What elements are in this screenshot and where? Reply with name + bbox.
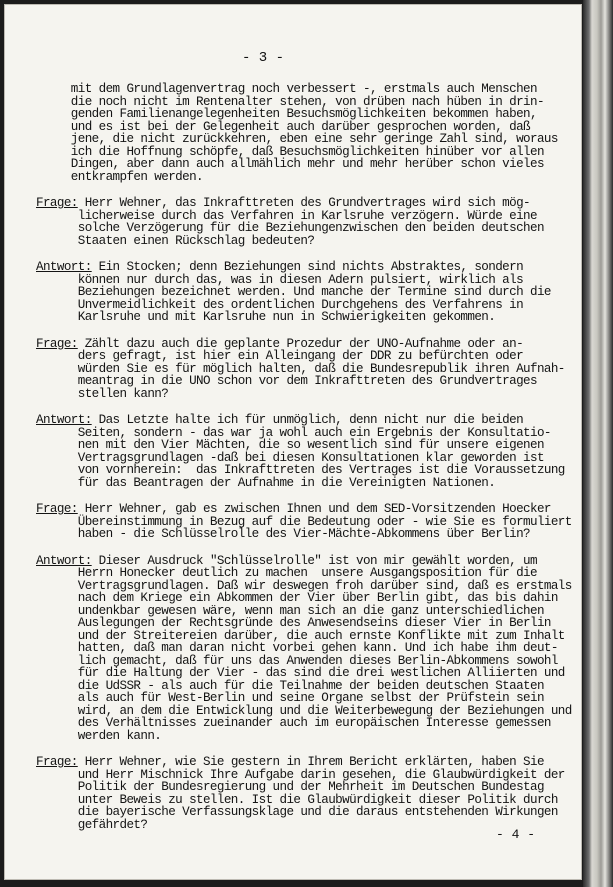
text-line	[36, 311, 566, 324]
line-text: Zählt dazu auch die geplante Prozedur der UNO-Aufnahme oder an-	[77, 336, 524, 351]
line-text: für die Haltung der Vier - das sind die drei westlichen Alliierten und	[36, 666, 565, 680]
line-text: die noch nicht im Rentenalter stehen, von drüben nach hüben in drin-	[36, 94, 544, 109]
page-number: - 3 -	[242, 50, 285, 66]
speaker-label: Frage:	[36, 755, 78, 769]
speaker-label: Frage:	[36, 502, 78, 516]
text-block	[36, 414, 566, 489]
line-text: nen mit den Vier Mächten, die so wesentlich sind für unsere eigenen	[36, 438, 544, 452]
line-text: mit dem Grundlagenvertrag noch verbessert -, erstmals auch Menschen	[36, 82, 537, 96]
text-line	[36, 819, 566, 832]
document-body	[36, 82, 572, 845]
text-block	[36, 502, 572, 541]
speaker-label: Frage:	[36, 336, 78, 351]
line-text: entkrampfen werden.	[36, 169, 203, 184]
line-text: unter Beweis zu stellen. Ist die Glaubwürdigkeit dieser Politik durch	[36, 792, 558, 807]
line-text: licherweise durch das Verfahren in Karlsruhe verzögern. Würde eine	[36, 208, 537, 223]
line-text: von vornherein: das Inkrafttreten des Vertrages ist die Voraussetzung	[36, 463, 565, 477]
text-block	[36, 197, 566, 247]
line-text: Dingen, aber dann auch allmählich mehr und mehr herüber schon vieles	[36, 157, 544, 171]
line-text: werden kann.	[36, 728, 162, 743]
line-text: Herr Wehner, das Inkrafttreten des Grundvertrages wird sich mög-	[77, 196, 530, 210]
text-block	[36, 338, 566, 401]
line-text: und es ist bei der Gelegenheit auch darüber gesprochen worden, daß	[36, 119, 530, 134]
text-block	[36, 83, 566, 183]
line-text: Das Letzte halte ich für unmöglich, denn nicht nur die beiden	[91, 413, 524, 427]
line-text: genden Familienangelegenheiten Besuchsmöglichkeiten bekommen haben,	[36, 107, 537, 121]
line-text: Herrn Honecker deutlich zu machen unsere Ausgangsposition für die	[36, 566, 537, 580]
line-text: Beziehungen bezeichnet werden. Und manche der Termine sind durch die	[36, 285, 551, 299]
document-page	[4, 4, 582, 880]
line-text: Unvermeidlichkeit des ordentlichen Durchgehens des Verfahrens in	[36, 297, 524, 312]
line-text: für das Beantragen der Aufnahme in die Vereinigten Nationen.	[36, 475, 496, 490]
speaker-label: Antwort:	[36, 260, 92, 274]
text-line	[36, 171, 566, 184]
line-text: Ein Stocken; denn Beziehungen sind nichts Abstraktes, sondern	[91, 260, 524, 274]
line-text: Politik der Bundesregierung und der Mehrheit im Deutschen Bundestag	[36, 780, 544, 794]
line-text: und Herr Mischnick Ihre Aufgabe darin gesehen, die Glaubwürdigkeit der	[36, 767, 565, 782]
line-text: würden Sie es für möglich halten, daß die Bundesrepublik ihren Aufnah-	[36, 361, 565, 376]
line-text: wird, an dem die Entwicklung und die Weiterbewegung der Beziehungen und	[36, 703, 572, 718]
line-text: die bayerische Verfassungsklage und die daraus entstehenden Wirkungen	[36, 805, 558, 819]
speaker-label: Frage:	[36, 196, 78, 210]
speaker-label: Antwort:	[36, 553, 92, 568]
line-text: Dieser Ausdruck "Schlüsselrolle" ist von mir gewählt worden, um	[91, 553, 537, 568]
next-page-marker: - 4 -	[496, 827, 536, 842]
text-line	[36, 528, 566, 541]
text-line	[36, 477, 566, 490]
line-text: gefährdet?	[36, 817, 148, 832]
line-text: Vertragsgrundlagen -daß bei diesen Konsultationen klar geworden ist	[36, 450, 544, 465]
line-text: Karlsruhe und mit Karlsruhe nun in Schwierigkeiten gekommen.	[36, 310, 496, 324]
line-text: ders gefragt, ist hier ein Alleingang der DDR zu befürchten oder	[36, 349, 524, 363]
line-text: Übereinstimmung in Bezug auf die Bedeutung oder - wie Sie es formuliert	[36, 514, 572, 529]
text-line	[36, 235, 566, 248]
line-text: solche Verzögerung für die Beziehungenzwischen den beiden deutschen	[36, 221, 544, 235]
line-text: des Verhältnisses zueinander auch im europäischen Interesse gemessen	[36, 716, 551, 730]
line-text: Seiten, sondern - das war ja wohl auch ein Ergebnis der Konsultatio-	[36, 425, 551, 440]
line-text: können nur durch das, was in diesen Adern pulsiert, wirklich als	[36, 272, 524, 287]
speaker-label: Antwort:	[36, 413, 92, 427]
line-text: lich gemacht, daß für uns das Anwenden dieses Berlin-Abkommens sowohl	[36, 653, 558, 668]
line-text: Herr Wehner, wie Sie gestern in Ihrem Bericht erklärten, haben Sie	[77, 755, 544, 769]
line-text: stellen kann?	[36, 386, 169, 401]
line-text: ich die Hoffnung schöpfe, daß Besuchsmöglichkeiten hinüber vor allen	[36, 144, 544, 159]
line-text: Auslegungen der Rechtsgründe des Anwesendseins dieser Vier in Berlin	[36, 616, 551, 630]
line-text: als auch für West-Berlin und seine Organe selbst der Prüfstein sein	[36, 691, 544, 705]
scanner-edge	[583, 0, 613, 887]
line-text: undenkbar gewesen wäre, wenn man sich an die ganz unterschiedlichen	[36, 603, 544, 618]
line-text: Staaten einen Rückschlag bedeuten?	[36, 233, 315, 248]
text-line	[36, 388, 566, 401]
line-text: die UdSSR - als auch für die Teilnahme der beiden deutschen Staaten	[36, 678, 544, 693]
line-text: hatten, daß man daran nicht vorbei gehen kann. Und ich habe ihm deut-	[36, 641, 558, 655]
line-text: jene, die nicht zurückkehren, eben eine sehr geringe Zahl sind, woraus	[36, 132, 558, 146]
text-line	[36, 730, 566, 743]
line-text: Herr Wehner, gab es zwischen Ihnen und dem SED-Vorsitzenden Hoecker	[77, 502, 551, 516]
line-text: nach dem Kriege ein Abkommen der Vier über Berlin gibt, das bis dahin	[36, 591, 558, 605]
line-text: Vertragsgrundlagen. Daß wir deswegen froh darüber sind, daß es erstmals	[36, 578, 572, 593]
line-text: haben - die Schlüsselrolle des Vier-Mächte-Abkommens über Berlin?	[36, 527, 530, 541]
text-block	[36, 553, 572, 743]
line-text: und der Streitereien darüber, die auch ernste Konflikte mit zum Inhalt	[36, 628, 565, 643]
text-block	[36, 756, 566, 831]
line-text: meantrag in die UNO schon vor dem Inkrafttreten des Grundvertrages	[36, 374, 537, 388]
text-block	[36, 261, 566, 324]
